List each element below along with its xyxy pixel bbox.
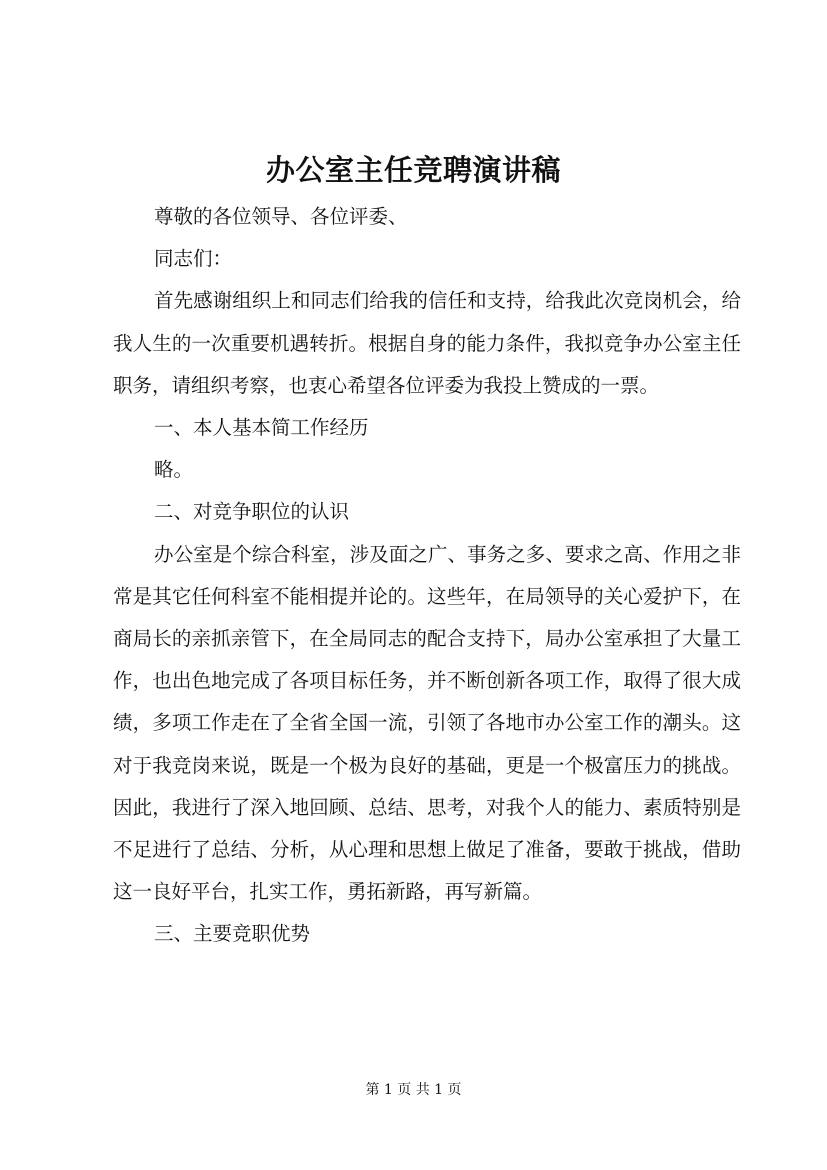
section-heading: 二、对竞争职位的认识 [154,500,350,524]
body-paragraph: 首先感谢组织上和同志们给我的信任和支持，给我此次竞岗机会，给我人生的一次重要机遇转折。根据自身的能力条件，我拟竞争办公室主任职务，请组织考察，也衷心希望各位评委为我投上赞成的一票。 [113,289,741,397]
document-body [113,196,741,956]
salutation-line: 同志们： [154,247,233,271]
body-paragraph: 办公室是个综合科室，涉及面之广、事务之多、要求之高、作用之非常是其它任何科室不能相提并论的。这些年，在局领导的关心爱护下，在商局长的亲抓亲管下，在全局同志的配合支持下，局办公室承担了大量工作，也出色地完成了各项目标任务，并不断创新各项工作，取得了很大成绩，多项工作走在了全省全国一流，引领了各地市办公室工作的潮头。这对于我竞岗来说，既是一个极为良好的基础，更是一个极富压力的挑战。因此，我进行了深入地回顾、总结、思考，对我个人的能力、素质特别是不足进行了总结、分析，从心理和思想上做足了准备，要敢于挑战，借助这一良好平台，扎实工作，勇拓新路，再写新篇。 [113,542,741,904]
page-footer: 第 1 页 共 1 页 [365,1082,462,1098]
document-title: 办公室主任竞聘演讲稿 [265,153,561,187]
section-heading: 一、本人基本简工作经历 [154,416,369,440]
section-heading: 三、主要竞职优势 [154,922,311,946]
body-paragraph: 略。 [154,458,194,482]
salutation-line: 尊敬的各位领导、各位评委、 [154,205,408,228]
